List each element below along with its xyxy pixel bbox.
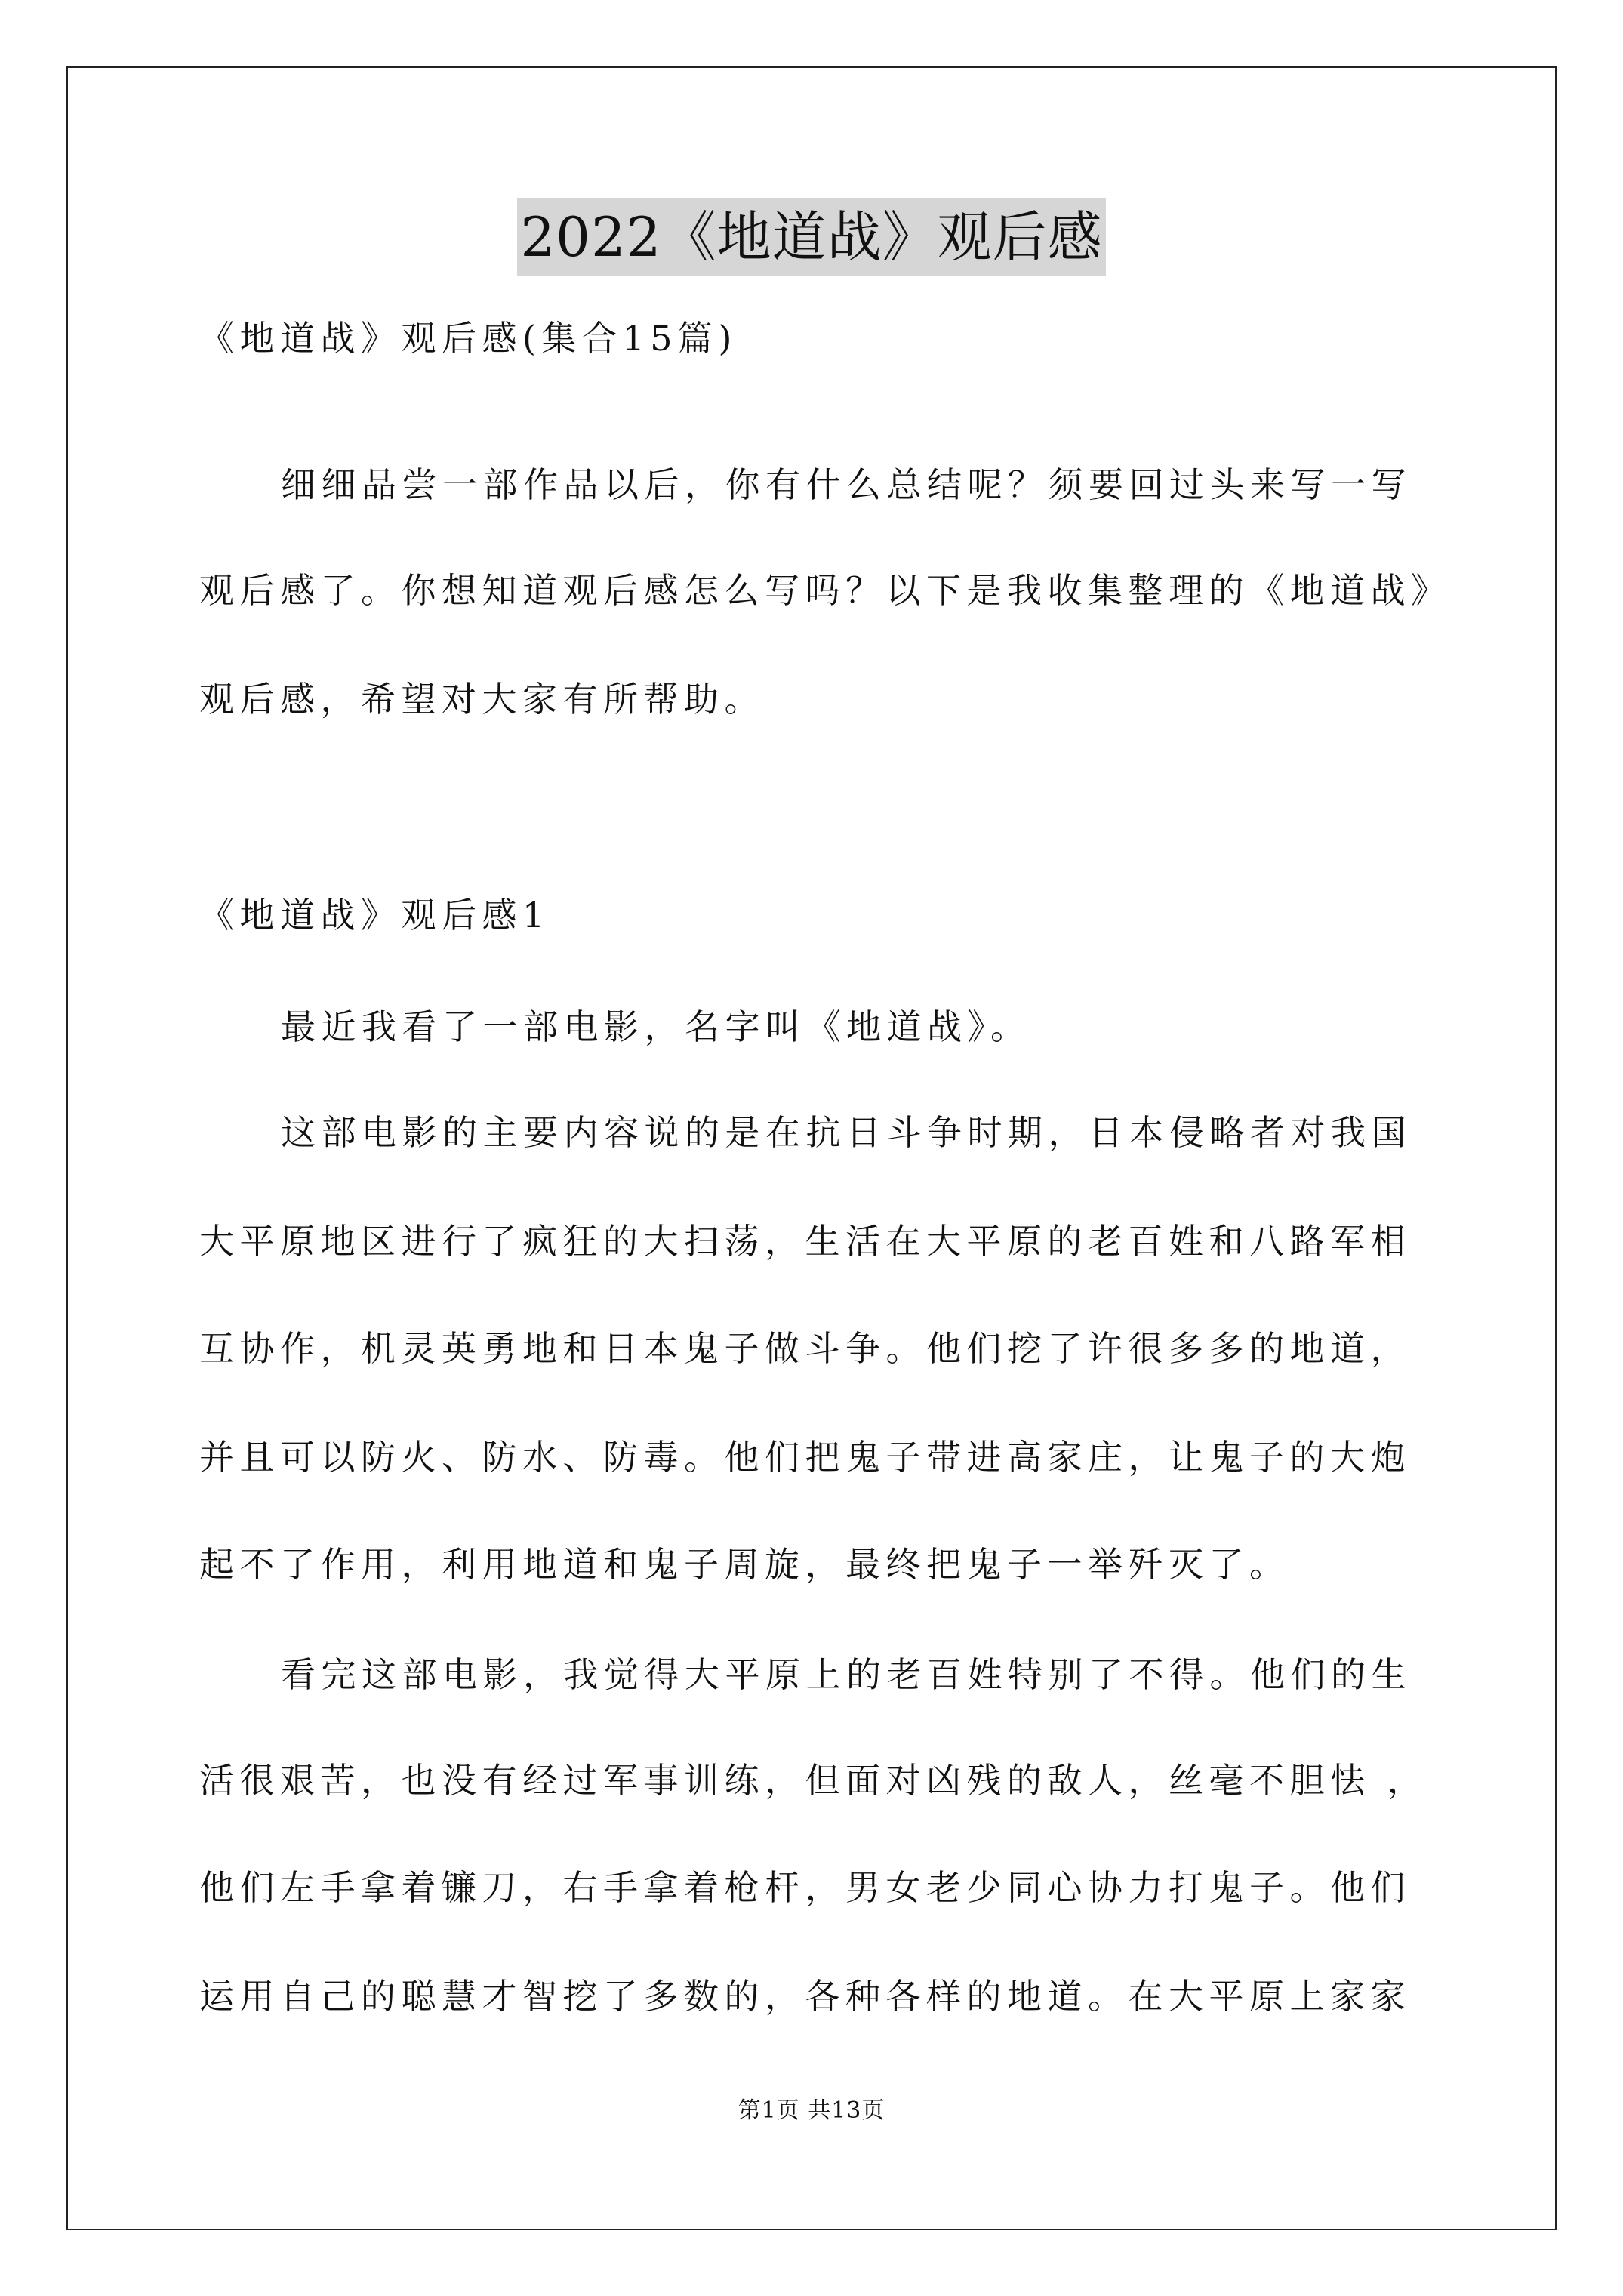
paragraph-line: 起不了作用，利用地道和鬼子周旋，最终把鬼子一举歼灭了。 bbox=[199, 1544, 1290, 1585]
title-container bbox=[0, 198, 1623, 276]
paragraph-line: 运用自己的聪慧才智挖了多数的，各种各样的地道。在大平原上家家 bbox=[199, 1976, 1411, 2017]
paragraph-line: 互协作，机灵英勇地和日本鬼子做斗争。他们挖了许很多多的地道， bbox=[199, 1328, 1411, 1369]
section-heading: 《地道战》观后感1 bbox=[199, 895, 550, 935]
paragraph-line: 观后感，希望对大家有所帮助。 bbox=[199, 679, 765, 720]
paragraph-line: 活很艰苦，也没有经过军事训练，但面对凶残的敌人，丝毫不胆怯 ， bbox=[199, 1760, 1428, 1801]
subtitle-line: 《地道战》观后感(集合15篇) bbox=[199, 318, 738, 359]
paragraph-line: 看完这部电影，我觉得大平原上的老百姓特别了不得。他们的生 bbox=[281, 1654, 1412, 1695]
paragraph-line: 这部电影的主要内容说的是在抗日斗争时期，日本侵略者对我国 bbox=[281, 1112, 1412, 1153]
page-number-footer: 第1页 共13页 bbox=[738, 2097, 885, 2124]
paragraph-line: 大平原地区进行了疯狂的大扫荡，生活在大平原的老百姓和八路军相 bbox=[199, 1221, 1411, 1262]
paragraph-line: 细细品尝一部作品以后，你有什么总结呢？须要回过头来写一写 bbox=[281, 464, 1412, 505]
paragraph-line: 并且可以防火、防水、防毒。他们把鬼子带进高家庄，让鬼子的大炮 bbox=[199, 1437, 1411, 1478]
paragraph-line: 观后感了。你想知道观后感怎么写吗？以下是我收集整理的《地道战》 bbox=[199, 570, 1452, 611]
paragraph-line: 最近我看了一部电影，名字叫《地道战》。 bbox=[281, 1006, 1031, 1047]
paragraph-line: 他们左手拿着镰刀，右手拿着枪杆，男女老少同心协力打鬼子。他们 bbox=[199, 1867, 1411, 1908]
document-title: 2022《地道战》观后感 bbox=[517, 198, 1105, 276]
